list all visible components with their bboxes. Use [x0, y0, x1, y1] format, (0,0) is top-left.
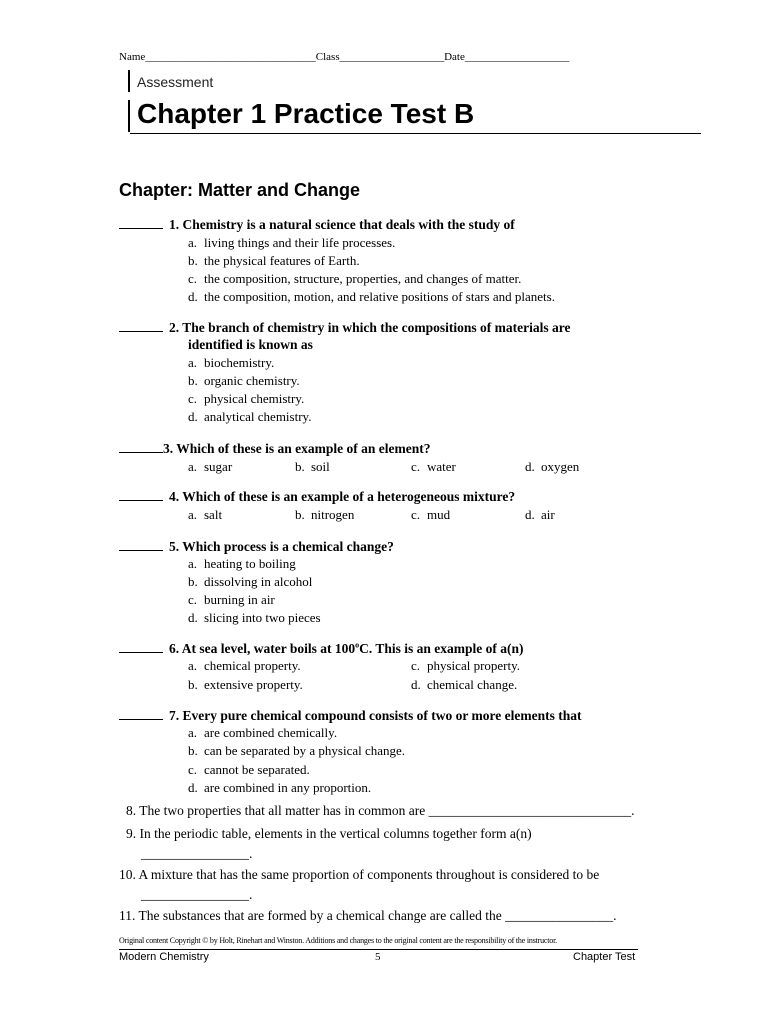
option: b. organic chemistry. — [188, 373, 300, 388]
question-3 — [119, 440, 431, 457]
question-1 — [119, 216, 515, 233]
option: d. oxygen — [525, 459, 580, 474]
question-stem: The branch of chemistry in which the compositions of materials are — [182, 320, 571, 335]
option: d. slicing into two pieces — [188, 610, 321, 625]
option: b. dissolving in alcohol — [188, 574, 313, 589]
fill-in-question-10: 10. A mixture that has the same proportion of components throughout is considered to be — [119, 867, 600, 882]
option: d. are combined in any proportion. — [188, 780, 372, 795]
footer-book-title: Modern Chemistry — [119, 951, 209, 963]
option: a. biochemistry. — [188, 355, 275, 370]
option: a. living things and their life processes. — [188, 235, 396, 250]
option: b. soil — [295, 459, 330, 474]
footer-test-label: Chapter Test — [573, 951, 636, 963]
fill-in-question-11: 11. The substances that are formed by a chemical change are called the ________________. — [119, 908, 617, 923]
answer-blank[interactable] — [119, 488, 163, 501]
option: c. mud — [411, 507, 451, 522]
option: d. the composition, motion, and relative positions of stars and planets. — [188, 289, 555, 304]
question-2 — [119, 319, 571, 336]
question-stem: Which process is a chemical change? — [182, 539, 394, 554]
question-6 — [119, 640, 524, 657]
option: c. burning in air — [188, 592, 275, 607]
footer-rule — [119, 949, 638, 950]
answer-blank[interactable] — [119, 640, 163, 653]
chapter-heading: Chapter: Matter and Change — [119, 180, 361, 200]
option: a. salt — [188, 507, 223, 522]
page-title: Chapter 1 Practice Test B — [137, 98, 475, 129]
question-stem: At sea level, water boils at 100$^o$C. This is an example of a(n) — [181, 640, 524, 656]
option: a. sugar — [188, 459, 233, 474]
footer-page-number: 5 — [375, 951, 381, 963]
option: d. analytical chemistry. — [188, 409, 312, 424]
option: c. physical property. — [411, 658, 521, 673]
option: d. air — [525, 507, 555, 522]
question-number: 2. — [169, 320, 180, 335]
option: c. physical chemistry. — [188, 391, 305, 406]
fill-in-question-9: 9. In the periodic table, elements in the vertical columns together form a(n) — [126, 826, 532, 841]
option: b. nitrogen — [295, 507, 355, 522]
option: a. are combined chemically. — [188, 725, 338, 740]
option: a. heating to boiling — [188, 556, 296, 571]
question-number: 3. — [163, 441, 174, 456]
question-stem: Which of these is an example of a heterogeneous mixture? — [182, 489, 516, 504]
option: a. chemical property. — [188, 658, 301, 673]
question-5 — [119, 538, 394, 555]
question-stem: Chemistry is a natural science that deals with the study of — [182, 217, 515, 232]
option: c. cannot be separated. — [188, 762, 310, 777]
question-7 — [119, 707, 581, 724]
option: b. extensive property. — [188, 677, 303, 692]
copyright-notice: Original content Copyright © by Holt, Rinehart and Winston. Additions and changes to the original content are the responsibility of the instructor. — [119, 936, 557, 945]
fill-in-question-8: 8. The two properties that all matter has in common are ______________________________. — [126, 803, 635, 818]
question-number: 5. — [169, 539, 180, 554]
section-label: Assessment — [137, 74, 214, 90]
fill-in-blank[interactable]: ________________. — [141, 887, 253, 902]
title-underline — [130, 133, 701, 134]
name-class-date-line: Name_______________________________Class___________________Date___________________ — [119, 51, 570, 63]
answer-blank[interactable] — [119, 216, 163, 229]
question-number: 1. — [169, 217, 180, 232]
fill-in-blank[interactable]: ________________. — [141, 846, 253, 861]
question-stem: Which of these is an example of an element? — [176, 441, 431, 456]
title-marker-bar — [128, 100, 130, 132]
option: b. can be separated by a physical change. — [188, 743, 406, 758]
option: c. the composition, structure, properties, and changes of matter. — [188, 271, 522, 286]
answer-blank[interactable] — [119, 440, 163, 453]
question-stem: Every pure chemical compound consists of two or more elements that — [182, 708, 582, 723]
question-4 — [119, 488, 515, 505]
section-marker-bar — [128, 70, 130, 92]
answer-blank[interactable] — [119, 707, 163, 720]
question-stem-continued: identified is known as — [188, 337, 313, 352]
option: b. the physical features of Earth. — [188, 253, 360, 268]
question-number: 7. — [169, 708, 180, 723]
answer-blank[interactable] — [119, 319, 163, 332]
option: d. chemical change. — [411, 677, 518, 692]
answer-blank[interactable] — [119, 538, 163, 551]
option: c. water — [411, 459, 456, 474]
question-number: 6. — [169, 641, 180, 656]
question-number: 4. — [169, 489, 180, 504]
